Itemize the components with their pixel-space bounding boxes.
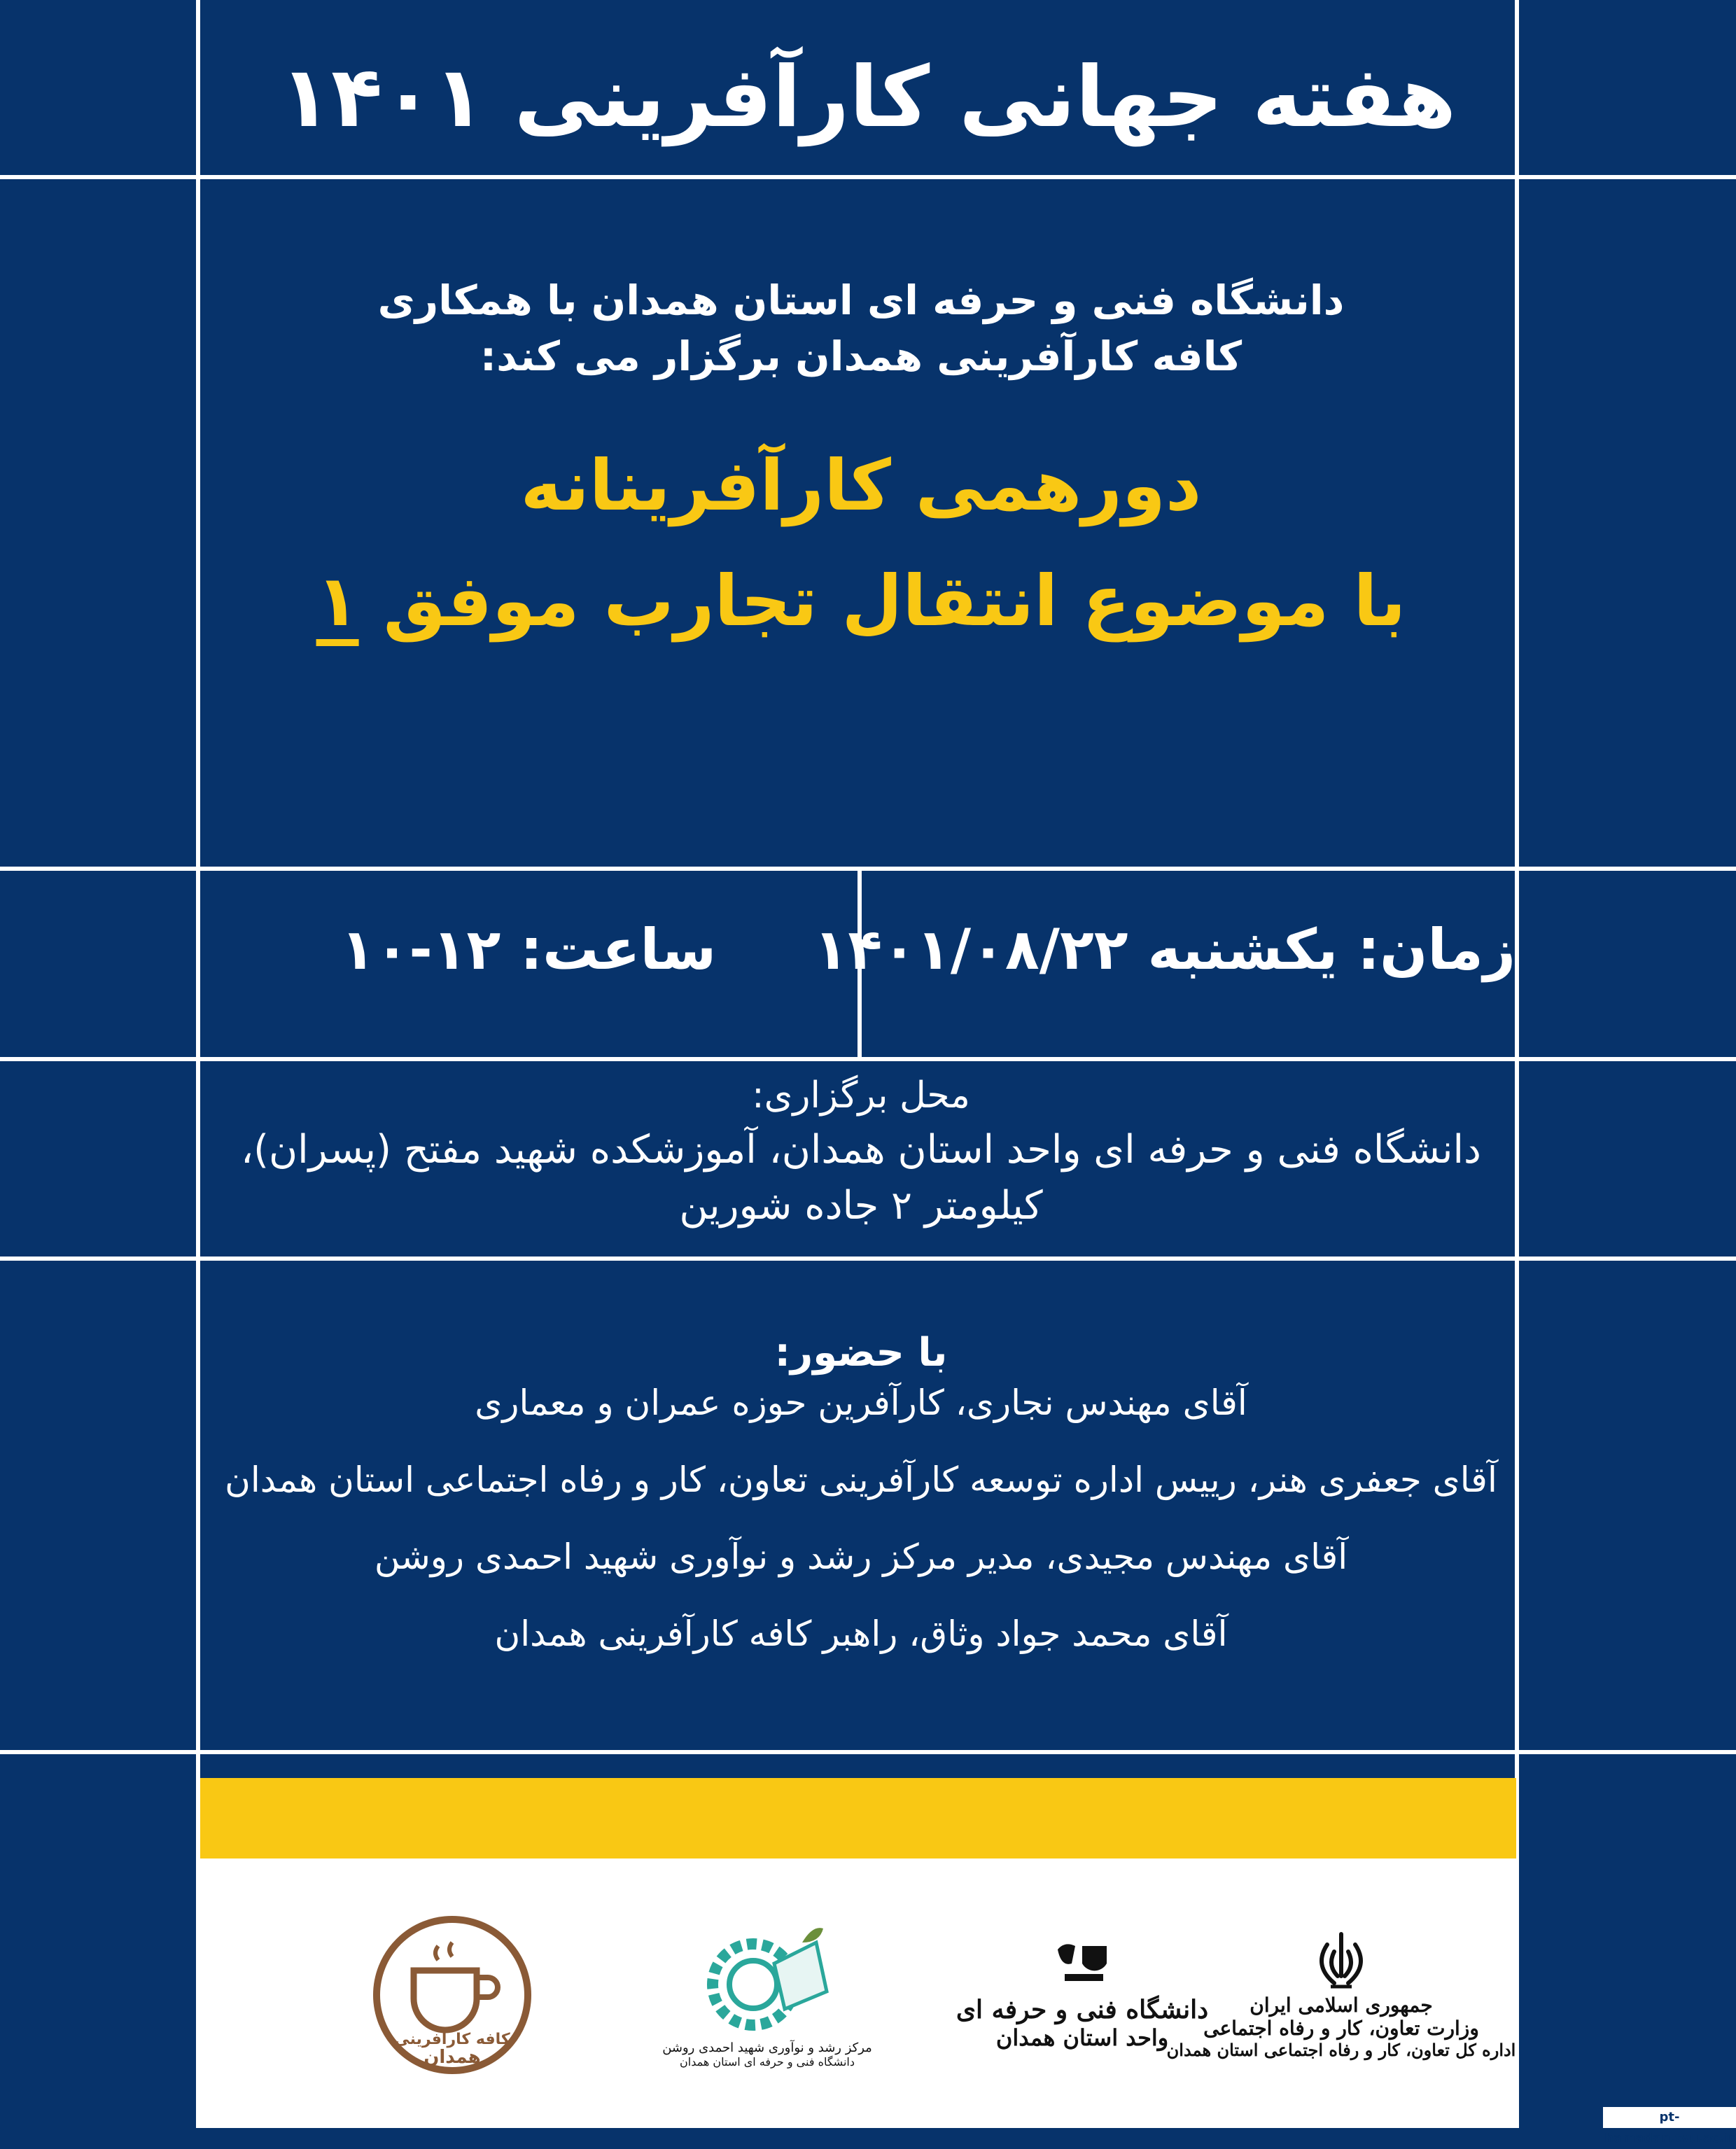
event-title-line-2 [210, 560, 1512, 642]
university-logo-text-2: واحد استان همدان [995, 2024, 1169, 2051]
iran-emblem-icon [1306, 1931, 1376, 1994]
attendees-label: با حضور: [774, 1330, 948, 1376]
logo-strip [200, 1858, 1516, 2128]
event-date: زمان: یکشنبه ۱۴۰۱/۰۸/۲۲ [813, 917, 1516, 982]
grid-line [0, 175, 1736, 179]
event-topic: با موضوع انتقال تجارب موفق [383, 560, 1406, 642]
center-logo-text-2: دانشگاه فنی و حرفه ای استان همدان [680, 2055, 855, 2068]
attendee-item: آقای محمد جواد وثاق، راهبر کافه کارآفرینی همدان [494, 1614, 1228, 1654]
gear-book-icon [697, 1921, 837, 2040]
cafe-logo-text-1: کافه کارآفرینی [394, 2031, 510, 2048]
university-emblem-icon [1051, 1939, 1114, 1995]
location-line-2: کیلومتر ۲ جاده شورین [679, 1183, 1043, 1228]
attendee-item: آقای مهندس نجاری، کارآفرین حوزه عمران و معماری [475, 1382, 1247, 1423]
ministry-logo [1166, 1886, 1516, 2104]
attendee-item: آقای مهندس مجیدی، مدیر مرکز رشد و نوآوری شهید احمدی روشن [374, 1536, 1348, 1577]
grid-line [0, 867, 1736, 871]
organizer-line-1: دانشگاه فنی و حرفه ای استان همدان با همکاری [377, 276, 1345, 324]
cafe-logo [361, 1886, 543, 2104]
attendee-item: آقای جعفری هنر، رییس اداره توسعه کارآفرینی تعاون، کار و رفاه اجتماعی استان همدان [225, 1460, 1497, 1500]
center-logo-text-1: مرکز رشد و نوآوری شهید احمدی روشن [662, 2040, 872, 2055]
ministry-logo-text-2: وزارت تعاون، کار و رفاه اجتماعی [1203, 2016, 1479, 2040]
location-label: محل برگزاری: [752, 1074, 970, 1116]
grid-line [0, 1750, 1736, 1754]
university-logo-text-1: دانشگاه فنی و حرفه ای [955, 1995, 1209, 2024]
innovation-center-logo [655, 1886, 879, 2104]
accent-bar [200, 1778, 1516, 1858]
cafe-logo-text-2: همدان [424, 2047, 481, 2068]
website-badge: pt-hamadan.tvu.ac.ir [1603, 2107, 1736, 2128]
university-logo [956, 1886, 1208, 2104]
event-title-line-1: دورهمی کارآفرینانه [520, 444, 1202, 526]
location-line-1: دانشگاه فنی و حرفه ای واحد استان همدان، آموزشکده شهید مفتح (پسران)، [241, 1127, 1481, 1172]
organizer-line-2: کافه کارآفرینی همدان برگزار می کند: [479, 332, 1242, 380]
ministry-logo-text-1: جمهوری اسلامی ایران [1250, 1993, 1433, 2017]
grid-line [0, 1256, 1736, 1261]
grid-line [0, 1057, 1736, 1061]
page-title: هفته جهانی کارآفرینی ۱۴۰۱ [279, 49, 1457, 146]
ministry-logo-text-3: اداره کل تعاون، کار و رفاه اجتماعی استان همدان [1166, 2039, 1516, 2060]
coffee-cup-icon [372, 1914, 533, 2076]
event-hour: ساعت: ۱۲-۱۰ [340, 917, 717, 982]
event-number: ۱ [316, 560, 359, 642]
